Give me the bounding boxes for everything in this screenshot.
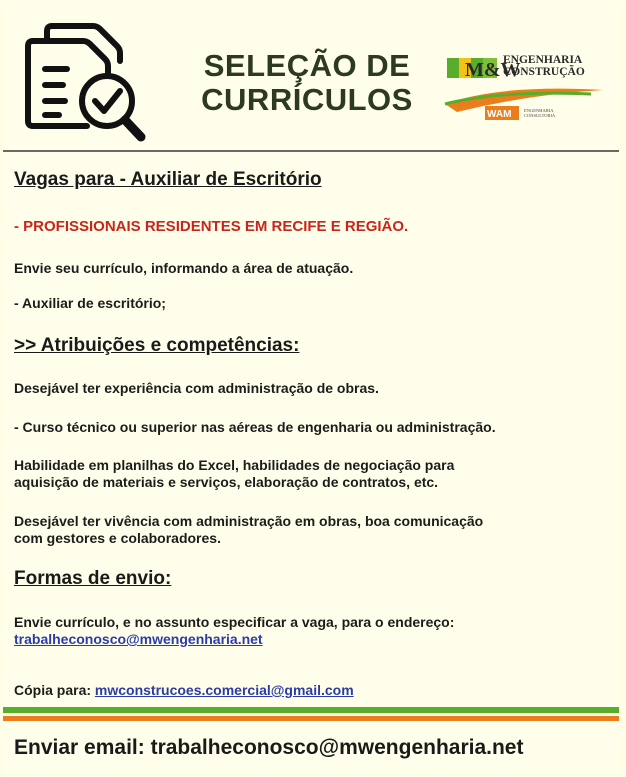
send-instructions	[14, 614, 454, 648]
logo-line-1: ENGENHARIA	[503, 54, 583, 66]
footer-stripes	[3, 707, 619, 721]
logo-wam-label: WAM	[487, 109, 512, 120]
send-instructions-text: Envie currículo, e no assunto especificar a vaga, para o endereço:	[14, 614, 455, 630]
requirement-text: - PROFISSIONAIS RESIDENTES EM RECIFE E REGIÃO.	[14, 218, 409, 235]
footer-email[interactable]: trabalheconosco@mwengenharia.net	[150, 736, 524, 759]
logo-sub-text	[524, 108, 555, 118]
duty-item-3-line-2: aquisição de materiais e serviços, elaboração de contratos, etc.	[14, 474, 439, 490]
green-stripe	[3, 707, 619, 713]
duty-item-3-line-1: Habilidade em planilhas do Excel, habilidades de negociação para	[14, 457, 455, 473]
page-title	[189, 49, 425, 117]
document-check-magnifier-icon	[25, 23, 149, 145]
footer-email-line	[14, 736, 523, 760]
job-heading: Vagas para - Auxiliar de Escritório	[14, 169, 322, 190]
title-line-1: SELEÇÃO DE	[203, 48, 411, 83]
copy-line	[14, 682, 354, 699]
logo-sub-line-1: ENGENHARIA	[524, 108, 554, 113]
duties-heading: >> Atribuições e competências:	[14, 335, 300, 356]
title-line-2: CURRÍCULOS	[201, 82, 413, 117]
header-divider	[3, 150, 619, 152]
duty-item-3	[14, 457, 454, 491]
logo-wam-mark	[485, 106, 519, 120]
job-poster	[3, 3, 619, 777]
logo-text	[503, 54, 585, 78]
duty-item-4	[14, 513, 483, 547]
logo-sub-line-2: CONSULTORIA	[524, 113, 556, 118]
role-text: - Auxiliar de escritório;	[14, 295, 166, 311]
duty-item-2: - Curso técnico ou superior nas aéreas de engenharia ou administração.	[14, 419, 496, 435]
duty-item-1: Desejável ter experiência com administração de obras.	[14, 380, 379, 396]
send-heading: Formas de envio:	[14, 568, 172, 589]
duty-item-4-line-1: Desejável ter vivência com administração em obras, boa comunicação	[14, 513, 484, 529]
copy-label: Cópia para:	[14, 682, 92, 698]
duty-item-4-line-2: com gestores e colaboradores.	[14, 530, 221, 546]
intro-text: Envie seu currículo, informando a área de atuação.	[14, 260, 354, 276]
copy-email-link[interactable]: mwconstrucoes.comercial@gmail.com	[94, 682, 354, 698]
company-logo	[441, 48, 609, 126]
logo-line-2: CONSTRUÇÃO	[503, 66, 585, 78]
footer-label: Enviar email:	[14, 736, 145, 759]
header	[3, 3, 619, 151]
orange-stripe	[3, 716, 619, 721]
primary-email-link[interactable]: trabalheconosco@mwengenharia.net	[14, 631, 263, 647]
logo-ampersand: M&W	[465, 59, 521, 81]
